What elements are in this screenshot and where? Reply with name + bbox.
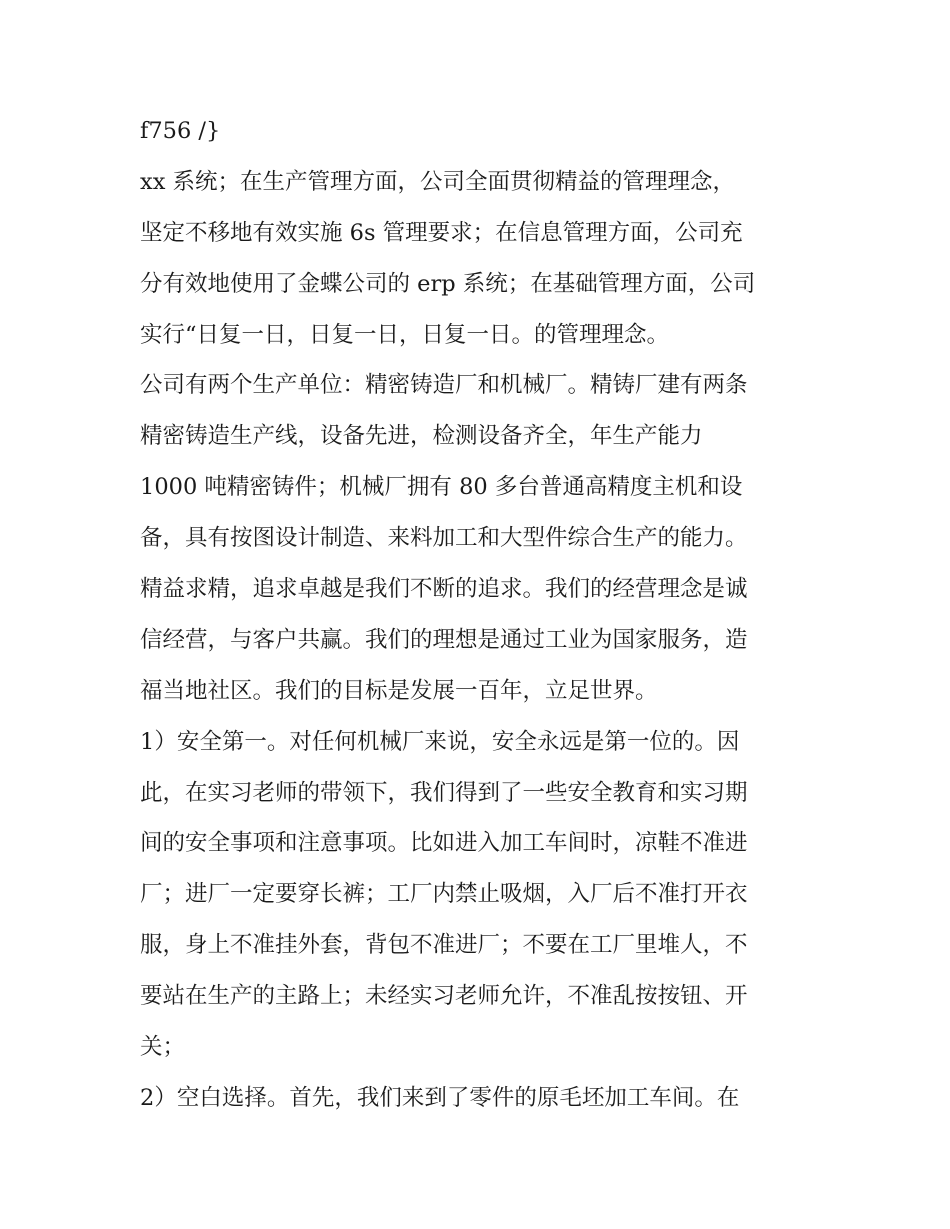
text-line: 服，身上不准挂外套，背包不准进厂；不要在工厂里堆人，不 xyxy=(140,932,748,959)
text-line: 1）安全第一。对任何机械厂来说，安全永远是第一位的。因 xyxy=(140,728,740,755)
text-line: 此，在实习老师的带领下，我们得到了一些安全教育和实习期 xyxy=(140,779,748,806)
text-line: 关； xyxy=(140,1034,186,1061)
text-line: 分有效地使用了金蝶公司的 erp 系统；在基础管理方面，公司 xyxy=(140,270,756,297)
text-line: xx 系统；在生产管理方面，公司全面贯彻精益的管理理念， xyxy=(140,168,736,195)
text-line: 2）空白选择。首先，我们来到了零件的原毛坯加工车间。在 xyxy=(140,1084,740,1111)
text-line: 公司有两个生产单位：精密铸造厂和机械厂。精铸厂建有两条 xyxy=(140,372,748,399)
text-line: 坚定不移地有效实施 6s 管理要求；在信息管理方面，公司充 xyxy=(140,219,743,246)
body-text xyxy=(140,106,820,1124)
text-line: 备，具有按图设计制造、来料加工和大型件综合生产的能力。 xyxy=(140,525,748,552)
text-line: 精益求精，追求卓越是我们不断的追求。我们的经营理念是诚 xyxy=(140,576,748,603)
text-line: 精密铸造生产线，设备先进，检测设备齐全，年生产能力 xyxy=(140,423,703,450)
text-line: 福当地社区。我们的目标是发展一百年，立足世界。 xyxy=(140,677,658,704)
text-line: 信经营，与客户共赢。我们的理想是通过工业为国家服务，造 xyxy=(140,626,748,653)
text-line: f756 /} xyxy=(140,118,221,144)
text-line: 间的安全事项和注意事项。比如进入加工车间时，凉鞋不准进 xyxy=(140,830,748,857)
text-line: 实行“日复一日，日复一日，日复一日。的管理理念。 xyxy=(140,321,670,348)
text-line: 1000 吨精密铸件；机械厂拥有 80 多台普通高精度主机和设 xyxy=(140,474,743,501)
text-line: 要站在生产的主路上；未经实习老师允许，不准乱按按钮、开 xyxy=(140,983,748,1010)
text-line: 厂；进厂一定要穿长裤；工厂内禁止吸烟，入厂后不准打开衣 xyxy=(140,881,748,908)
